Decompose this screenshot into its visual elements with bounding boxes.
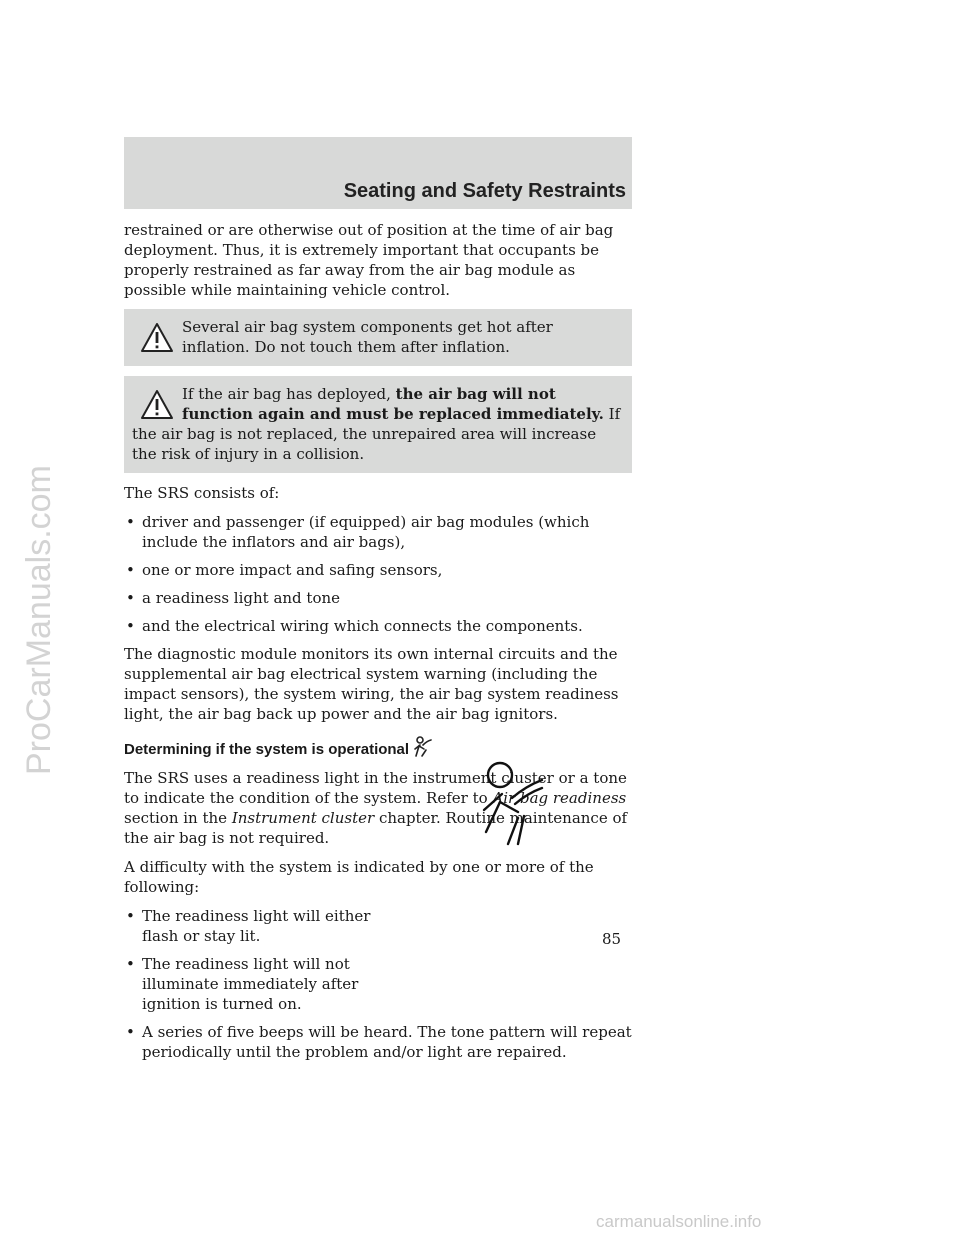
diagnostic-paragraph: The diagnostic module monitors its own internal circuits and the supplemental air bag electrical system warning (including the impact sensors), the system wiring, the air bag system readiness light, the air bag back up power and the air bag ignitors.: [124, 645, 619, 723]
page-number: 85: [602, 930, 622, 948]
readiness-ref-chapter: Instrument cluster: [231, 809, 375, 827]
bullet: •: [126, 561, 135, 579]
readiness-text-2: section in the: [124, 809, 232, 827]
warning-text-hot-components: Several air bag system components get hot after inflation. Do not touch them after inflation.: [182, 318, 553, 356]
bullet: •: [126, 955, 135, 973]
page-header-title: Seating and Safety Restraints: [343, 180, 626, 202]
section-heading: [124, 736, 632, 760]
list-item: [124, 906, 382, 946]
list-item-text: driver and passenger (if equipped) air bag modules (which include the inflators and air bags),: [142, 513, 590, 551]
bullet: •: [126, 617, 135, 635]
intro-paragraph: restrained or are otherwise out of position at the time of air bag deployment. Thus, it is extremely important that occupants be properly restrained as far away from the air bag module as possible while maintaining vehicle control.: [124, 221, 614, 299]
readiness-text-3: chapter. Routine maintenance of the air bag is not required.: [124, 809, 628, 847]
list-item: [124, 588, 632, 608]
bullet: •: [126, 907, 135, 925]
warning-box-deployed: [124, 376, 632, 473]
airbag-warning-icon: [478, 760, 546, 848]
bullet: •: [126, 513, 135, 531]
difficulty-list: [124, 906, 632, 1062]
list-item-text: The readiness light will either flash or stay lit.: [142, 907, 371, 945]
srs-intro: The SRS consists of:: [124, 484, 280, 502]
footer-watermark: carmanualsonline.info: [596, 1212, 762, 1231]
section-heading-text: Determining if the system is operational: [124, 741, 410, 758]
page-content: [124, 220, 632, 1070]
page-header: [124, 137, 632, 209]
list-item: [124, 560, 632, 580]
warning-triangle-icon: [140, 321, 174, 355]
list-item-text: and the electrical wiring which connects the components.: [142, 617, 583, 635]
bullet: •: [126, 1023, 135, 1041]
list-item: [124, 1022, 632, 1062]
side-watermark-text: ProCarManuals.com: [20, 465, 58, 775]
list-item-text: The readiness light will not illuminate immediately after ignition is turned on.: [142, 955, 359, 1013]
srs-components-list: [124, 512, 632, 636]
warning-text-after: If the air bag is not replaced, the unrepaired area will increase the risk of injury in a collision.: [132, 405, 621, 463]
bullet: •: [126, 589, 135, 607]
list-item-text: A series of five beeps will be heard. The tone pattern will repeat periodically until the problem and/or light are repaired.: [142, 1023, 632, 1061]
warning-text-bold: the air bag will not function again and must be replaced immediately.: [182, 385, 604, 423]
readiness-paragraph: [124, 768, 632, 848]
readiness-text-1: The SRS uses a readiness light in the instrument cluster or a tone to indicate the condition of the system. Refer to: [124, 769, 627, 807]
warning-box-hot-components: [124, 309, 632, 366]
warning-text-before: If the air bag has deployed,: [182, 385, 396, 403]
airbag-icon: [411, 736, 433, 758]
warning-text-deployed: [132, 384, 624, 464]
list-item: [124, 616, 632, 636]
list-item: [124, 954, 382, 1014]
side-watermark: [4, 420, 64, 780]
warning-triangle-icon: [140, 388, 174, 422]
difficulty-intro: A difficulty with the system is indicated by one or more of the following:: [124, 858, 594, 896]
list-item: [124, 512, 632, 552]
readiness-ref-section: Air bag readiness: [492, 789, 627, 807]
list-item-text: one or more impact and safing sensors,: [142, 561, 443, 579]
list-item-text: a readiness light and tone: [142, 589, 341, 607]
